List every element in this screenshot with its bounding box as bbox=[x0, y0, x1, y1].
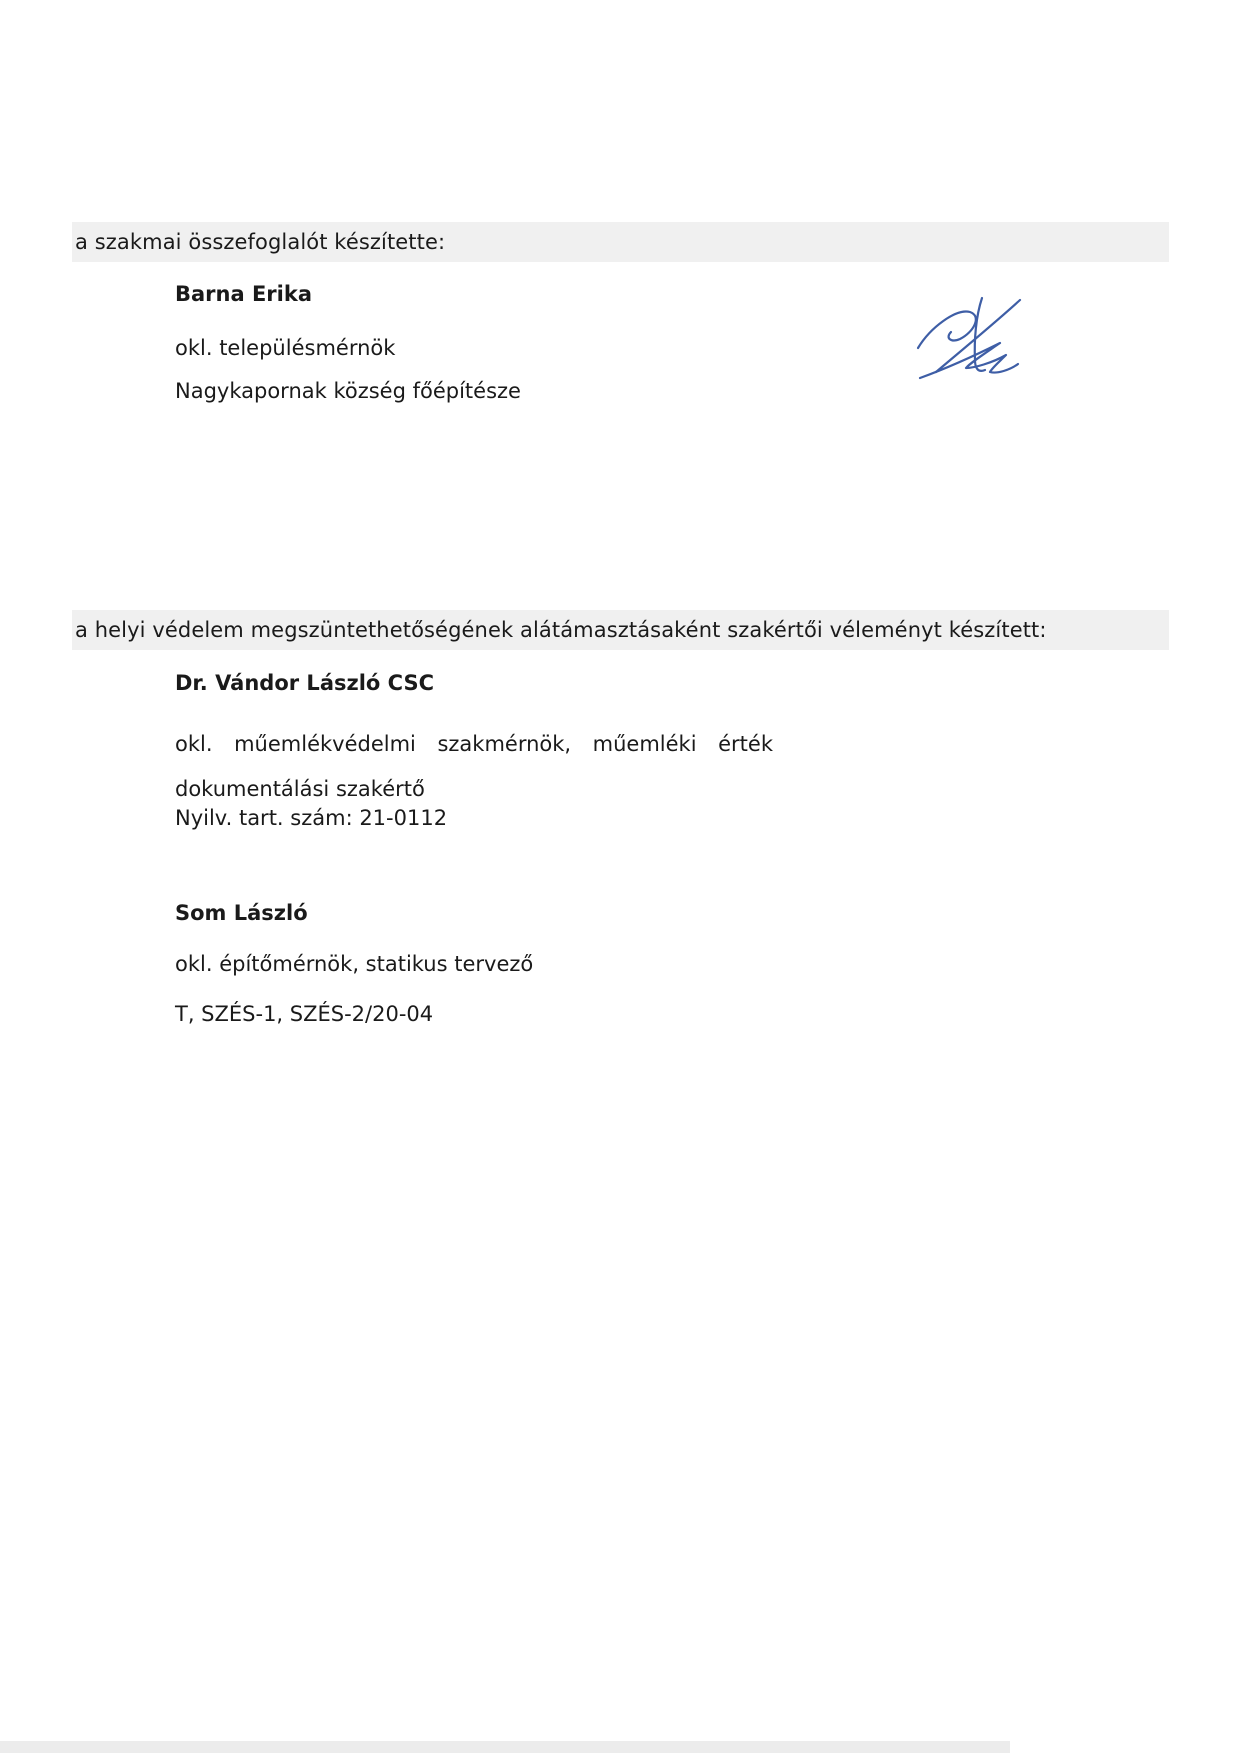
person-name-barna-erika: Barna Erika bbox=[175, 282, 313, 306]
registry-number-line: Nyilv. tart. szám: 21-0112 bbox=[175, 806, 448, 830]
handwritten-signature-icon bbox=[912, 288, 1032, 383]
person-name-dr-vandor-laszlo: Dr. Vándor László CSC bbox=[175, 671, 434, 695]
section-1-header-text: a szakmai összefoglalót készítette: bbox=[75, 230, 446, 254]
section-header-band bbox=[72, 610, 1169, 650]
person-name-som-laszlo: Som László bbox=[175, 901, 308, 925]
section-header-band bbox=[72, 222, 1169, 262]
person-title-paragraph: okl. műemlékvédelmi szakmérnök, műemléki érték dokumentálási szakértő bbox=[175, 732, 773, 801]
person-title-line: okl. építőmérnök, statikus tervező bbox=[175, 952, 534, 976]
person-title-line: Nagykapornak község főépítésze bbox=[175, 379, 521, 403]
bottom-page-strip bbox=[0, 1741, 1010, 1753]
section-2-header-text: a helyi védelem megszüntethetőségének alátámasztásaként szakértői véleményt készített: bbox=[75, 618, 1047, 642]
person-title-line: okl. településmérnök bbox=[175, 336, 396, 360]
credential-codes-line: T, SZÉS-1, SZÉS-2/20-04 bbox=[175, 1002, 434, 1026]
